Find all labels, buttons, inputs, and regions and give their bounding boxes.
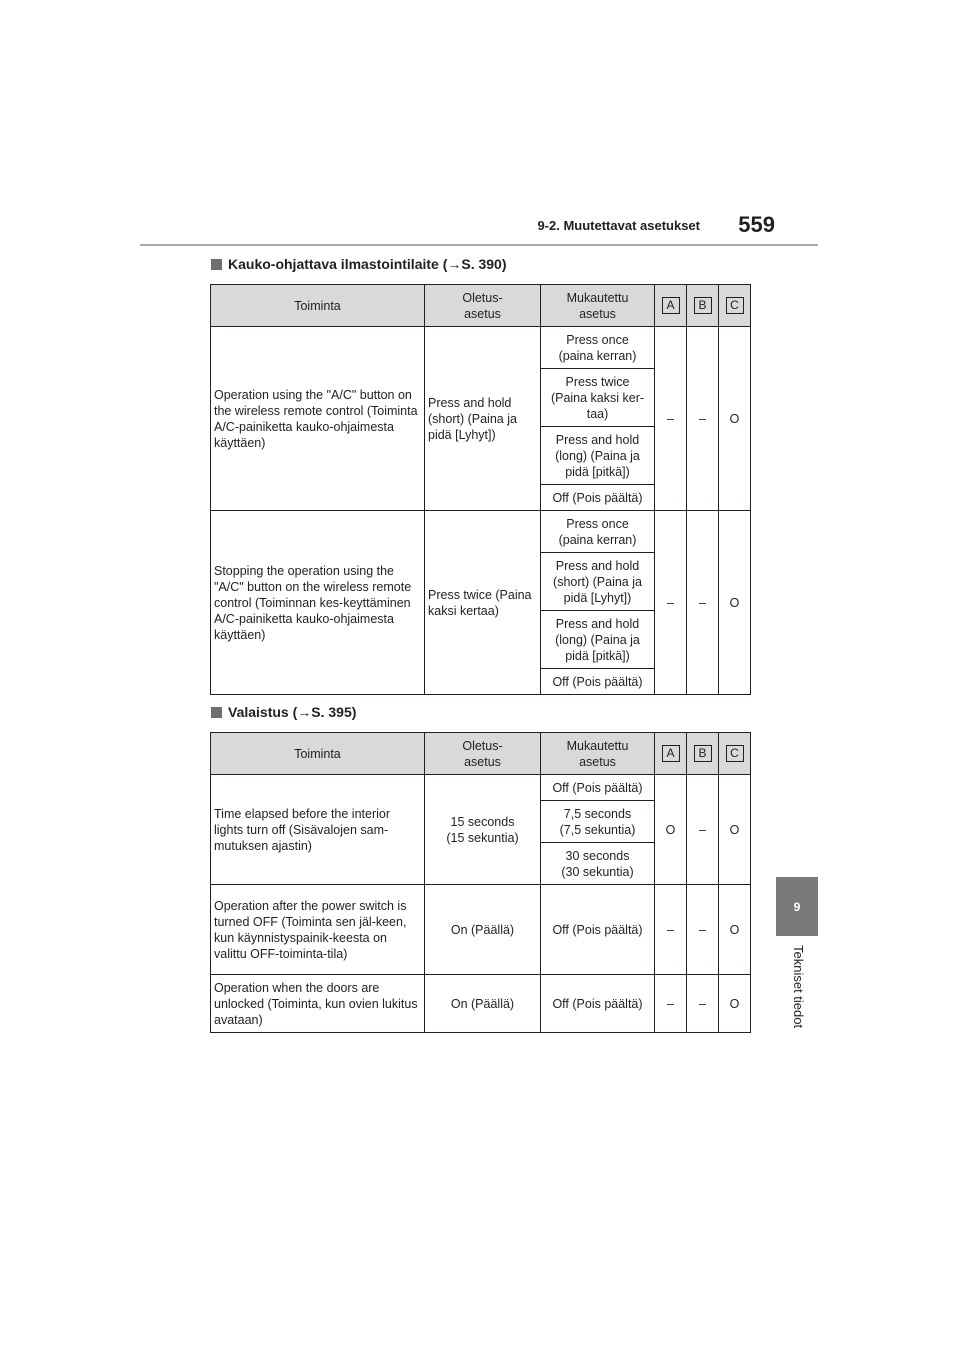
option-cell: Off (Pois päältä) <box>541 885 655 975</box>
section-title-ac <box>211 256 507 272</box>
default-cell: 15 seconds (15 sekuntia) <box>425 775 541 885</box>
section-header: 9-2. Muutettavat asetukset <box>537 218 700 233</box>
c-cell: O <box>719 327 751 511</box>
header-divider <box>140 244 818 246</box>
col-custom-text: Mukautettu asetus <box>566 290 629 321</box>
option-cell: Press once (paina kerran) <box>541 327 655 369</box>
col-default-text: Oletus- asetus <box>462 738 503 769</box>
section-title-text: Valaistus (→S. 395) <box>228 704 357 720</box>
letter-a-box: A <box>662 745 680 762</box>
option-cell: Press and hold (short) (Paina ja pidä [Lyhyt]) <box>541 553 655 611</box>
chapter-label: Tekniset tiedot <box>791 945 806 1029</box>
table-row <box>211 885 751 975</box>
col-b <box>687 285 719 327</box>
option-cell: Press once (paina kerran) <box>541 511 655 553</box>
function-cell: Operation when the doors are unlocked (Toiminta, kun ovien lukitus avataan) <box>211 975 425 1033</box>
a-cell: – <box>655 885 687 975</box>
settings-table-ac <box>210 284 751 695</box>
b-cell: – <box>687 511 719 695</box>
chapter-number: 9 <box>793 899 801 914</box>
option-cell: Off (Pois päältä) <box>541 669 655 695</box>
option-cell: Press and hold (long) (Paina ja pidä [pitkä]) <box>541 611 655 669</box>
option-cell: Off (Pois päältä) <box>541 485 655 511</box>
page-number: 559 <box>738 212 775 237</box>
function-cell: Stopping the operation using the "A/C" button on the wireless remote control (Toiminnan kes-keyttäminen A/C-painiketta kauko-ohjaimesta käyttäen) <box>211 511 425 695</box>
table-row <box>211 975 751 1033</box>
a-cell: – <box>655 975 687 1033</box>
col-a <box>655 733 687 775</box>
default-cell: Press and hold (short) (Paina ja pidä [Lyhyt]) <box>425 327 541 511</box>
table-row <box>211 775 751 801</box>
table-row <box>211 327 751 369</box>
b-cell: – <box>687 327 719 511</box>
settings-table-lighting <box>210 732 751 1033</box>
square-bullet-icon <box>211 259 222 270</box>
letter-b-box: B <box>694 297 712 314</box>
option-cell: 7,5 seconds (7,5 sekuntia) <box>541 801 655 843</box>
chapter-tab[interactable] <box>776 877 818 936</box>
table-row <box>211 511 751 553</box>
option-cell: Off (Pois päältä) <box>541 775 655 801</box>
col-default-text: Oletus- asetus <box>462 290 503 321</box>
c-cell: O <box>719 511 751 695</box>
table-header-row <box>211 733 751 775</box>
function-cell: Time elapsed before the interior lights turn off (Sisävalojen sam-mutuksen ajastin) <box>211 775 425 885</box>
c-cell: O <box>719 775 751 885</box>
letter-b-box: B <box>694 745 712 762</box>
col-a <box>655 285 687 327</box>
col-function: Toiminta <box>211 285 425 327</box>
default-cell: Press twice (Paina kaksi kertaa) <box>425 511 541 695</box>
a-cell: O <box>655 775 687 885</box>
letter-c-box: C <box>726 297 744 314</box>
col-c <box>719 733 751 775</box>
default-cell: On (Päällä) <box>425 975 541 1033</box>
a-cell: – <box>655 327 687 511</box>
b-cell: – <box>687 975 719 1033</box>
col-function: Toiminta <box>211 733 425 775</box>
option-cell: Press and hold (long) (Paina ja pidä [pitkä]) <box>541 427 655 485</box>
col-default <box>425 285 541 327</box>
section-title-lighting <box>211 704 356 720</box>
a-cell: – <box>655 511 687 695</box>
col-default <box>425 733 541 775</box>
table-header-row <box>211 285 751 327</box>
b-cell: – <box>687 775 719 885</box>
function-cell: Operation using the "A/C" button on the wireless remote control (Toiminta A/C-painiketta kauko-ohjaimesta käyttäen) <box>211 327 425 511</box>
function-cell: Operation after the power switch is turned OFF (Toiminta sen jäl-keen, kun käynnistyspainik-keesta on valittu OFF-toiminta-tila) <box>211 885 425 975</box>
option-cell: 30 seconds (30 sekuntia) <box>541 843 655 885</box>
b-cell: – <box>687 885 719 975</box>
col-custom <box>541 733 655 775</box>
letter-c-box: C <box>726 745 744 762</box>
col-custom-text: Mukautettu asetus <box>566 738 629 769</box>
col-b <box>687 733 719 775</box>
default-cell: On (Päällä) <box>425 885 541 975</box>
letter-a-box: A <box>662 297 680 314</box>
section-title-text: Kauko-ohjattava ilmastointilaite (→S. 390) <box>228 256 507 272</box>
option-cell: Press twice (Paina kaksi ker- taa) <box>541 369 655 427</box>
c-cell: O <box>719 975 751 1033</box>
square-bullet-icon <box>211 707 222 718</box>
option-cell: Off (Pois päältä) <box>541 975 655 1033</box>
col-custom <box>541 285 655 327</box>
c-cell: O <box>719 885 751 975</box>
col-c <box>719 285 751 327</box>
